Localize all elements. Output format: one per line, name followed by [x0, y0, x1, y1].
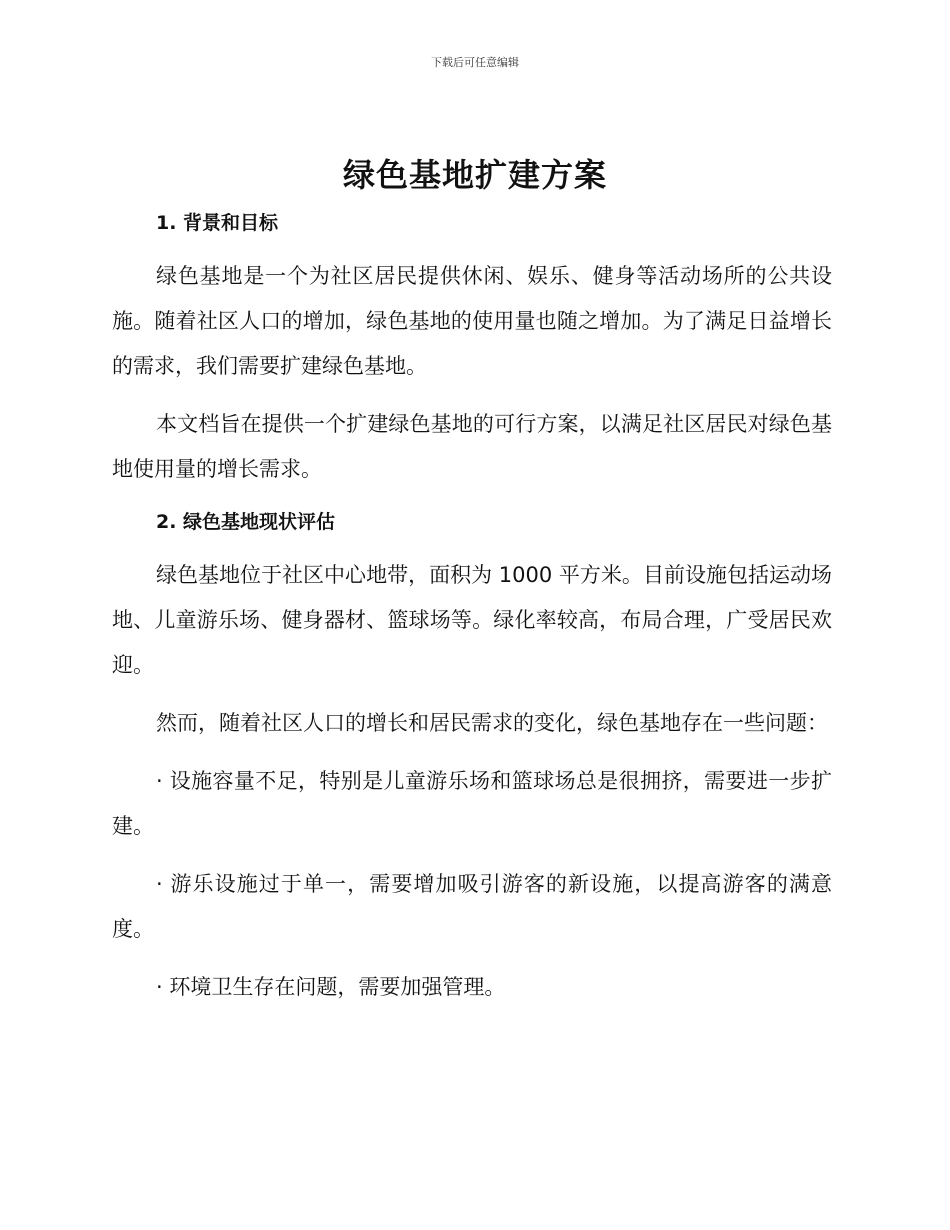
document-title: 绿色基地扩建方案	[342, 156, 607, 194]
section-heading-assessment: 2. 绿色基地现状评估	[156, 511, 336, 533]
list-item-facilities: · 游乐设施过于单一，需要增加吸引游客的新设施，以提高游客的满意度。	[112, 872, 832, 941]
document-body	[112, 205, 832, 1010]
paragraph-background-2: 本文档旨在提供一个扩建绿色基地的可行方案，以满足社区居民对绿色基地使用量的增长需求。	[112, 412, 832, 481]
list-item-capacity: · 设施容量不足，特别是儿童游乐场和篮球场总是很拥挤，需要进一步扩建。	[112, 769, 832, 838]
paragraph-assessment-2: 然而，随着社区人口的增长和居民需求的变化，绿色基地存在一些问题：	[156, 711, 828, 735]
paragraph-background-1: 绿色基地是一个为社区居民提供休闲、娱乐、健身等活动场所的公共设施。随着社区人口的增加，绿色基地的使用量也随之增加。为了满足日益增长的需求，我们需要扩建绿色基地。	[112, 264, 832, 378]
list-item-hygiene: · 环境卫生存在问题，需要加强管理。	[156, 975, 506, 999]
paragraph-assessment-1: 绿色基地位于社区中心地带，面积为 1000 平方米。目前设施包括运动场地、儿童游乐场、健身器材、篮球场等。绿化率较高，布局合理，广受居民欢迎。	[112, 563, 832, 677]
header-note: 下载后可任意编辑	[431, 56, 519, 69]
section-heading-background: 1. 背景和目标	[156, 212, 279, 234]
